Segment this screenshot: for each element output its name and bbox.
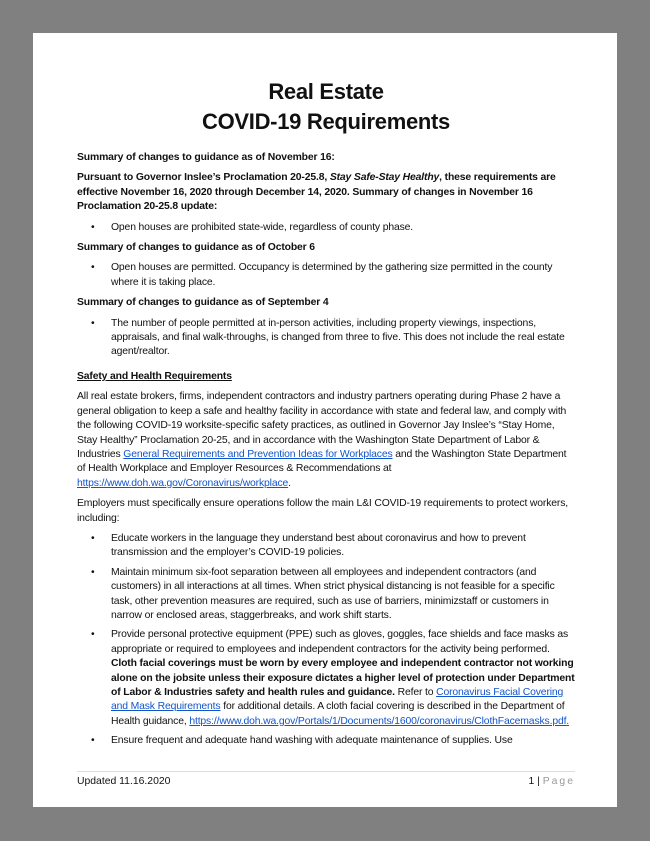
cloth-facemasks-link[interactable]: https://www.doh.wa.gov/Portals/1/Documents/1600/coronavirus/ClothFacemasks.pdf. <box>189 715 570 727</box>
page-number: 1 | Page <box>528 776 575 787</box>
requirements-list <box>77 532 575 749</box>
list-item: • The number of people permitted at in-person activities, including property viewings, inspections, appraisals, and final walk-throughs, is changed from three to five. This does not include the real estate agent/realtor. <box>111 317 575 360</box>
nov16-list <box>77 221 575 235</box>
doh-workplace-link[interactable]: https://www.doh.wa.gov/Coronavirus/workplace <box>77 477 289 489</box>
list-item: • Open houses are prohibited state-wide, regardless of county phase. <box>111 221 575 235</box>
list-item: • Provide personal protective equipment (PPE) such as gloves, goggles, face shields and face masks as appropriate or required to employees and independent contractors for the activity being performed. Cloth facial coverings must be worn by every employee and independent contractor not working alone on the jobsite unless their exposure dictates a higher level of protection under Department of Labor & Industries safety and health rules and guidance. Refer to Coronavirus Facial Covering and Mask Requirements for additional details. A cloth facial covering is described in the Department of Health guidance, https://www.doh.wa.gov/Portals/1/Documents/1600/coronavirus/ClothFacemasks.pdf. <box>111 628 575 729</box>
oct6-heading: Summary of changes to guidance as of October 6 <box>77 242 315 254</box>
employers-paragraph: Employers must specifically ensure operations follow the main L&I COVID-19 requirements to protect workers, including: <box>77 498 568 524</box>
sep4-list <box>77 317 575 360</box>
page-footer <box>77 771 575 787</box>
safety-heading: Safety and Health Requirements <box>77 370 232 382</box>
list-item: • Maintain minimum six-foot separation between all employees and independent contractors (and customers) in all interactions at all times. When strict physical distancing is not feasible for a specific task, other prevention measures are required, such as use of barriers, minimizstaff or customers in narrow or enclosed areas, staggerbreaks, and work shift starts. <box>111 566 575 624</box>
general-requirements-link[interactable]: General Requirements and Prevention Ideas for Workplaces <box>123 448 393 460</box>
nov16-heading: Summary of changes to guidance as of November 16: <box>77 152 335 163</box>
updated-date: Updated 11.16.2020 <box>77 776 171 787</box>
oct6-list <box>77 261 575 290</box>
list-item: • Educate workers in the language they understand best about coronavirus and how to prevent transmission and the employer’s COVID-19 policies. <box>111 532 575 561</box>
mask-requirements-link[interactable]: Coronavirus Facial Covering and Mask Requirements <box>111 687 564 713</box>
document-body <box>77 77 575 755</box>
document-page <box>33 33 617 807</box>
list-item: • Ensure frequent and adequate hand washing with adequate maintenance of supplies. Use <box>111 734 575 748</box>
list-item: • Open houses are permitted. Occupancy is determined by the gathering size permitted in the county where it is taking place. <box>111 261 575 290</box>
page-title: Real Estate COVID-19 Requirements <box>202 79 450 134</box>
sep4-heading: Summary of changes to guidance as of September 4 <box>77 297 329 309</box>
safety-paragraph: All real estate brokers, firms, independent contractors and industry partners operating during Phase 2 have a general obligation to keep a safe and healthy facility in accordance with state and federal law, and comply with the following COVID-19 worksite-specific safety practices, as outlined in Governor Jay Inslee’s “Stay Home, Stay Healthy” Proclamation 20-25, and in accordance with the Washington State Department of Labor & Industries General Requirements and Prevention Ideas for Workplaces and the Washington State Department of Health Workplace and Employer Resources & Recommendations at https://www.doh.wa.gov/Coronavirus/workplace. <box>77 391 567 489</box>
nov16-paragraph: Pursuant to Governor Inslee’s Proclamation 20-25.8, Stay Safe-Stay Healthy, these requirements are effective November 16, 2020 through December 14, 2020. Summary of changes in November 16 Proclamation 20-25.8 update: <box>77 172 556 213</box>
